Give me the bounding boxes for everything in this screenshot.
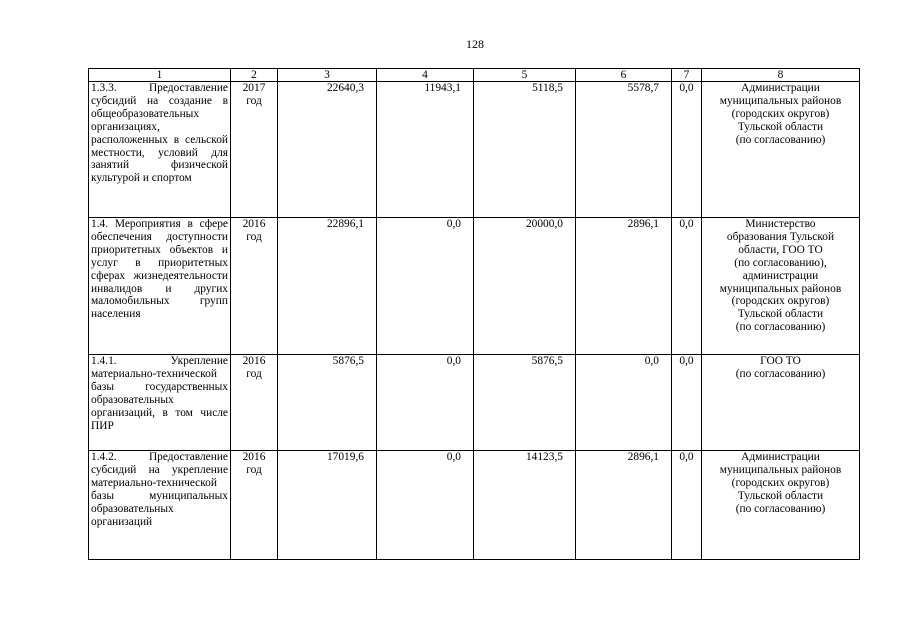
table-row [89, 355, 860, 451]
header-cell: 3 [278, 69, 377, 82]
executor-cell: Администрации муниципальных районов (городских округов) Тульской области (по согласованию) [702, 451, 860, 560]
measure-name-cell: 1.4.2. Предоставление субсидий на укрепление материально-технической базы муниципальных образовательных организаций [89, 451, 231, 560]
total-funding-cell: 5876,5 [278, 355, 377, 451]
header-cell: 7 [672, 69, 702, 82]
header-cell: 2 [231, 69, 278, 82]
measure-name-cell: 1.4. Мероприятия в сфере обеспечения доступности приоритетных объектов и услуг в приоритетных сферах жизнедеятельности инвалидов и других маломобильных групп населения [89, 218, 231, 355]
header-cell: 4 [377, 69, 474, 82]
year-cell: 2016 год [231, 218, 278, 355]
federal-funding-cell: 0,0 [377, 355, 474, 451]
year-cell: 2016 год [231, 451, 278, 560]
total-funding-cell: 22640,3 [278, 82, 377, 218]
measure-name-cell: 1.4.1. Укрепление материально-технической базы государственных образовательных организаций, в том числе ПИР [89, 355, 231, 451]
total-funding-cell: 22896,1 [278, 218, 377, 355]
table-row [89, 82, 860, 218]
program-table [88, 68, 860, 560]
executor-cell: Министерство образования Тульской области, ГОО ТО (по согласованию), администрации муниципальных районов (городских округов) Тульской области (по согласованию) [702, 218, 860, 355]
municipal-funding-cell: 5578,7 [576, 82, 672, 218]
year-cell: 2016 год [231, 355, 278, 451]
municipal-funding-cell: 2896,1 [576, 218, 672, 355]
page-number: 128 [466, 37, 484, 51]
other-funding-cell: 0,0 [672, 451, 702, 560]
regional-funding-cell: 14123,5 [474, 451, 576, 560]
federal-funding-cell: 11943,1 [377, 82, 474, 218]
header-cell: 5 [474, 69, 576, 82]
municipal-funding-cell: 2896,1 [576, 451, 672, 560]
table-row [89, 451, 860, 560]
other-funding-cell: 0,0 [672, 218, 702, 355]
regional-funding-cell: 5876,5 [474, 355, 576, 451]
regional-funding-cell: 20000,0 [474, 218, 576, 355]
header-cell: 1 [89, 69, 231, 82]
other-funding-cell: 0,0 [672, 82, 702, 218]
column-number-header-row [89, 69, 860, 82]
header-cell: 6 [576, 69, 672, 82]
header-cell: 8 [702, 69, 860, 82]
municipal-funding-cell: 0,0 [576, 355, 672, 451]
regional-funding-cell: 5118,5 [474, 82, 576, 218]
measure-name-cell: 1.3.3. Предоставление субсидий на создание в общеобразовательных организациях, расположенных в сельской местности, условий для занятий физической культурой и спортом [89, 82, 231, 218]
federal-funding-cell: 0,0 [377, 451, 474, 560]
federal-funding-cell: 0,0 [377, 218, 474, 355]
year-cell: 2017 год [231, 82, 278, 218]
executor-cell: Администрации муниципальных районов (городских округов) Тульской области (по согласованию) [702, 82, 860, 218]
table-row [89, 218, 860, 355]
total-funding-cell: 17019,6 [278, 451, 377, 560]
executor-cell: ГОО ТО (по согласованию) [702, 355, 860, 451]
other-funding-cell: 0,0 [672, 355, 702, 451]
